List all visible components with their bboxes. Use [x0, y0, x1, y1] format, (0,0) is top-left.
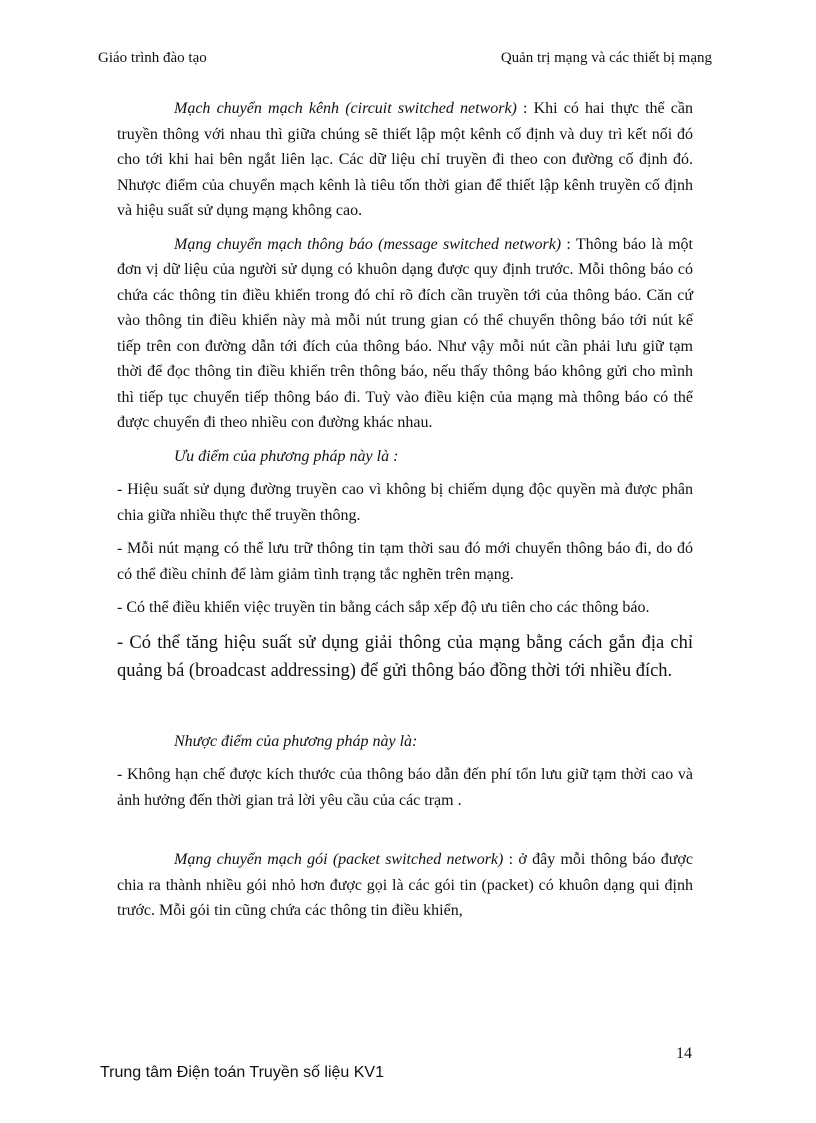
paragraph-circuit-switched [117, 96, 693, 224]
term-circuit-switched: Mạch chuyển mạch kênh (circuit switched network) [174, 100, 517, 117]
header-left: Giáo trình đào tạo [98, 50, 207, 66]
paragraph-message-switched [117, 232, 693, 436]
text-message-switched: : Thông báo là một đơn vị dữ liệu của người sử dụng có khuôn dạng được quy định trước. Mỗi thông báo có chứa các thông tin điều khiển trong đó chỉ rõ đích cần truyền tới của thông báo. Căn cứ vào thông tin điều khiển này mà mỗi nút trung gian có thể chuyển thông báo tới nút kế tiếp trên con đường dẫn tới đích của thông báo. Như vậy mỗi nút cần phải lưu giữ tạm thời để đọc thông tin điều khiển trên thông báo, nếu thấy thông báo không gửi cho mình thì tiếp tục chuyển tiếp thông báo đi. Tuỳ vào điều kiện của mạng mà thông báo có thể được chuyển đi theo nhiều con đường khác nhau. [117, 235, 694, 431]
footer-text: Trung tâm Điện toán Truyền số liệu KV1 [100, 1064, 384, 1081]
term-packet-switched: Mạng chuyển mạch gói (packet switched network) [174, 851, 504, 868]
advantage-item: - Có thể điều khiển việc truyền tin bằng cách sắp xếp độ ưu tiên cho các thông báo. [117, 599, 650, 616]
disadvantages-heading: Nhược điểm của phương pháp này là: [174, 732, 418, 750]
text-packet-switched: : ở đây mỗi thông báo được chia ra thành nhiều gói nhỏ hơn được gọi là các gói tin (packet) có khuôn dạng qui định trước. Mỗi gói tin cũng chứa các thông tin điều khiển, [117, 851, 693, 919]
page-number: 14 [676, 1045, 692, 1062]
header-right: Quản trị mạng và các thiết bị mạng [500, 50, 712, 66]
advantage-item: - Hiệu suất sử dụng đường truyền cao vì không bị chiếm dụng độc quyền mà được phân chia giữa nhiều thực thể truyền thông. [117, 481, 693, 524]
term-message-switched: Mạng chuyển mạch thông báo (message switched network) [174, 235, 562, 253]
advantage-item: - Có thể tăng hiệu suất sử dụng giải thông của mạng bằng cách gắn địa chỉ quảng bá (broadcast addressing) để gửi thông báo đồng thời tới nhiều đích. [117, 632, 693, 681]
advantages-heading: Ưu điểm của phương pháp này là : [174, 447, 399, 465]
disadvantage-item: - Không hạn chế được kích thước của thông báo dẫn đến phí tổn lưu giữ tạm thời cao và ảnh hưởng đến thời gian trả lời yêu cầu của các trạm . [117, 766, 693, 809]
page-body [117, 96, 693, 932]
text-circuit-switched: : Khi có hai thực thể cần truyền thông với nhau thì giữa chúng sẽ thiết lập một kênh cố định và duy trì kết nối đó cho tới khi hai bên ngắt liên lạc. Các dữ liệu chỉ truyền đi theo con đường cố định đó. Nhược điểm của chuyển mạch kênh là tiêu tốn thời gian để thiết lập kênh truyền cố định và hiệu suất sử dụng mạng không cao. [117, 100, 693, 219]
paragraph-packet-switched [117, 847, 693, 924]
advantage-item: - Mỗi nút mạng có thể lưu trữ thông tin tạm thời sau đó mới chuyển thông báo đi, do đó có thể điều chỉnh để làm giảm tình trạng tắc nghẽn trên mạng. [117, 540, 693, 583]
